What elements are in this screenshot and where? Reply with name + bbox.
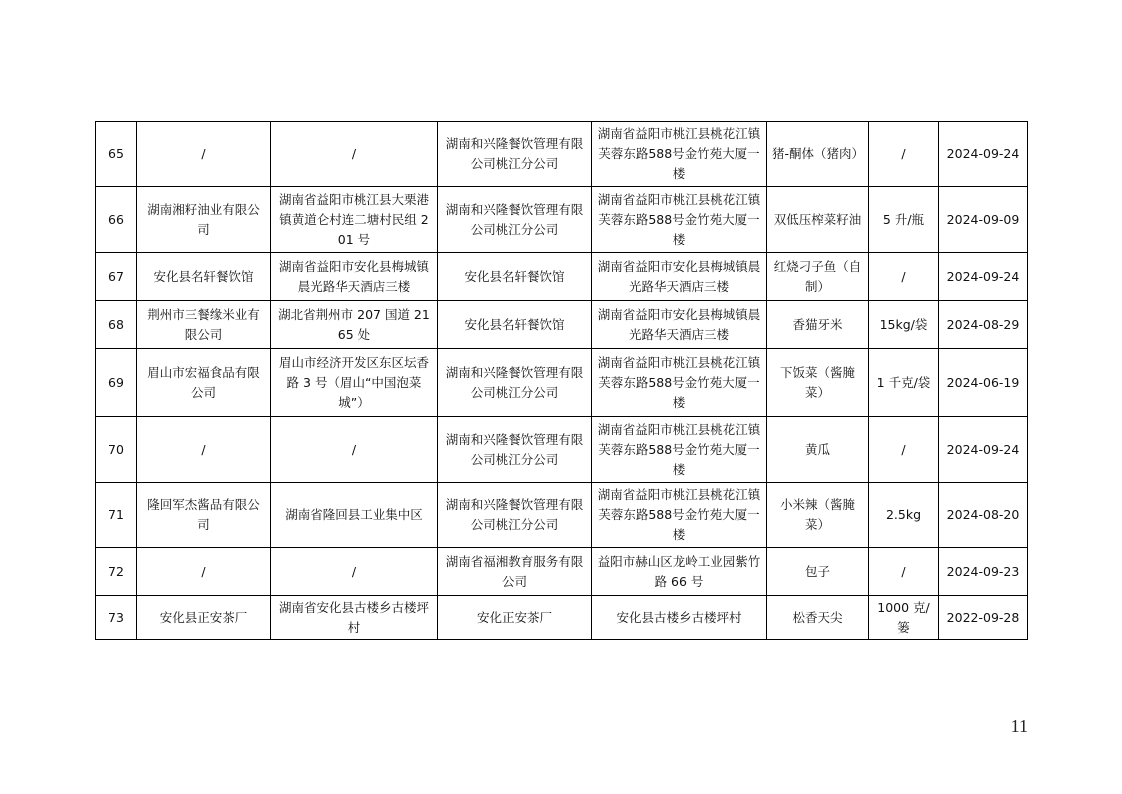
product-spec: 1 千克/袋: [869, 349, 939, 417]
product-name: 双低压榨菜籽油: [767, 187, 869, 253]
seller-address: 安化县古楼乡古楼坪村: [592, 596, 767, 640]
producer-address: 湖南省隆回县工业集中区: [271, 483, 438, 548]
producer-name: 眉山市宏福食品有限公司: [137, 349, 271, 417]
row-number: 66: [96, 187, 137, 253]
product-spec: /: [869, 253, 939, 301]
product-name: 猪-酮体（猪肉）: [767, 122, 869, 187]
product-spec: /: [869, 417, 939, 483]
page-number: 11: [1010, 716, 1028, 736]
row-number: 65: [96, 122, 137, 187]
seller-address: 湖南省益阳市安化县梅城镇晨光路华天酒店三楼: [592, 253, 767, 301]
producer-address: 眉山市经济开发区东区坛香路 3 号（眉山“中国泡菜城”）: [271, 349, 438, 417]
table-row: [96, 349, 1028, 417]
production-date: 2024-08-20: [939, 483, 1028, 548]
seller-address: 湖南省益阳市桃江县桃花江镇芙蓉东路588号金竹苑大厦一楼: [592, 349, 767, 417]
seller-name: 湖南和兴隆餐饮管理有限公司桃江分公司: [438, 349, 592, 417]
product-spec: 2.5kg: [869, 483, 939, 548]
product-spec: 5 升/瓶: [869, 187, 939, 253]
sampling-results-table: [95, 121, 1028, 640]
row-number: 69: [96, 349, 137, 417]
row-number: 73: [96, 596, 137, 640]
row-number: 68: [96, 301, 137, 349]
table-row: [96, 548, 1028, 596]
seller-address: 湖南省益阳市桃江县桃花江镇芙蓉东路588号金竹苑大厦一楼: [592, 417, 767, 483]
table-row: [96, 301, 1028, 349]
row-number: 70: [96, 417, 137, 483]
producer-name: 湖南湘籽油业有限公司: [137, 187, 271, 253]
product-name: 松香天尖: [767, 596, 869, 640]
production-date: 2024-09-24: [939, 253, 1028, 301]
table-row: [96, 253, 1028, 301]
row-number: 71: [96, 483, 137, 548]
product-name: 香猫牙米: [767, 301, 869, 349]
seller-name: 湖南和兴隆餐饮管理有限公司桃江分公司: [438, 417, 592, 483]
producer-address: 湖南省安化县古楼乡古楼坪村: [271, 596, 438, 640]
producer-address: 湖南省益阳市桃江县大栗港镇黄道仑村连二塘村民组 201 号: [271, 187, 438, 253]
seller-address: 湖南省益阳市安化县梅城镇晨光路华天酒店三楼: [592, 301, 767, 349]
seller-address: 湖南省益阳市桃江县桃花江镇芙蓉东路588号金竹苑大厦一楼: [592, 122, 767, 187]
producer-address: /: [271, 417, 438, 483]
producer-name: /: [137, 417, 271, 483]
production-date: 2024-09-23: [939, 548, 1028, 596]
row-number: 67: [96, 253, 137, 301]
product-name: 包子: [767, 548, 869, 596]
producer-address: /: [271, 548, 438, 596]
production-date: 2024-09-09: [939, 187, 1028, 253]
seller-name: 湖南省福湘教育服务有限公司: [438, 548, 592, 596]
producer-name: 隆回军杰酱品有限公司: [137, 483, 271, 548]
seller-name: 湖南和兴隆餐饮管理有限公司桃江分公司: [438, 483, 592, 548]
seller-name: 湖南和兴隆餐饮管理有限公司桃江分公司: [438, 122, 592, 187]
product-name: 黄瓜: [767, 417, 869, 483]
row-number: 72: [96, 548, 137, 596]
table-row: [96, 596, 1028, 640]
product-spec: 1000 克/篓: [869, 596, 939, 640]
seller-name: 湖南和兴隆餐饮管理有限公司桃江分公司: [438, 187, 592, 253]
product-spec: 15kg/袋: [869, 301, 939, 349]
table-row: [96, 483, 1028, 548]
table-row: [96, 187, 1028, 253]
producer-address: 湖北省荆州市 207 国道 2165 处: [271, 301, 438, 349]
product-name: 小米辣（酱腌菜）: [767, 483, 869, 548]
product-name: 红烧刁子鱼（自制）: [767, 253, 869, 301]
table-row: [96, 417, 1028, 483]
product-spec: /: [869, 122, 939, 187]
table-row: [96, 122, 1028, 187]
producer-name: /: [137, 548, 271, 596]
producer-name: 安化县正安茶厂: [137, 596, 271, 640]
seller-address: 湖南省益阳市桃江县桃花江镇芙蓉东路588号金竹苑大厦一楼: [592, 483, 767, 548]
production-date: 2024-08-29: [939, 301, 1028, 349]
product-spec: /: [869, 548, 939, 596]
producer-address: 湖南省益阳市安化县梅城镇晨光路华天酒店三楼: [271, 253, 438, 301]
seller-name: 安化县名轩餐饮馆: [438, 301, 592, 349]
production-date: 2024-09-24: [939, 417, 1028, 483]
seller-address: 湖南省益阳市桃江县桃花江镇芙蓉东路588号金竹苑大厦一楼: [592, 187, 767, 253]
seller-name: 安化正安茶厂: [438, 596, 592, 640]
product-name: 下饭菜（酱腌菜）: [767, 349, 869, 417]
seller-address: 益阳市赫山区龙岭工业园紫竹路 66 号: [592, 548, 767, 596]
producer-name: 安化县名轩餐饮馆: [137, 253, 271, 301]
production-date: 2022-09-28: [939, 596, 1028, 640]
producer-name: 荆州市三餐缘米业有限公司: [137, 301, 271, 349]
producer-name: /: [137, 122, 271, 187]
production-date: 2024-09-24: [939, 122, 1028, 187]
production-date: 2024-06-19: [939, 349, 1028, 417]
seller-name: 安化县名轩餐饮馆: [438, 253, 592, 301]
producer-address: /: [271, 122, 438, 187]
